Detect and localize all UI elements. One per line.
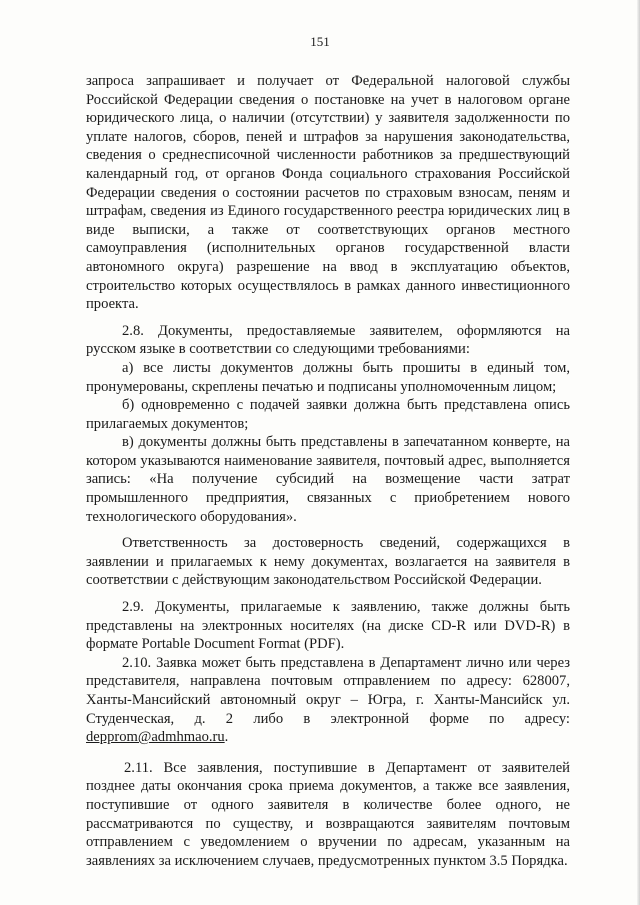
paragraph-2-10-text: 2.10. Заявка может быть представлена в Департамент лично или через представителя, направлена почтовым отправлением по адресу: 628007, Ханты-Мансийский автономный округ – Югра, г. Ханты-Мансийск ул. Студенческая, д. 2 либо в электронной форме по адресу: <box>86 654 570 727</box>
paragraph-2-11: 2.11. Все заявления, поступившие в Департамент от заявителей позднее даты окончания срока приема документов, а также все заявления, поступившие от одного заявителя в количестве более одного, не рассматриваются по существу, и возвращаются заявителям почтовым отправлением с уведомлением о вручении по адресам, указанным на заявлениях за исключением случаев, предусмотренных пунктом 3.5 Порядка. <box>86 759 570 869</box>
paragraph-2-10 <box>86 654 570 747</box>
paragraph-2-8: 2.8. Документы, предоставляемые заявителем, оформляются на русском языке в соответствии со следующими требованиями: <box>86 322 570 358</box>
paragraph-2-9: 2.9. Документы, прилагаемые к заявлению, также должны быть представлены на электронных носителях (на диске CD-R или DVD-R) в формате Portable Document Format (PDF). <box>86 599 570 653</box>
paragraph-responsibility: Ответственность за достоверность сведений, содержащихся в заявлении и прилагаемых к нему документах, возлагается на заявителя в соответствии с действующим законодательством Российской Федерации. <box>86 535 570 589</box>
paragraph-2-8-a: а) все листы документов должны быть прошиты в единый том, пронумерованы, скреплены печатью и подписаны уполномоченным лицом; <box>86 359 570 395</box>
paragraph-continuation: запроса запрашивает и получает от Федеральной налоговой службы Российской Федерации сведения о постановке на учет в налоговом органе юридического лица, о наличии (отсутствии) у заявителя задолженности по уплате налогов, сборов, пеней и штрафов за нарушения законодательства, сведения о среднесписочной численности работников за предшествующий календарный год, от органов Фонда социального страхования Российской Федерации сведения о состоянии расчетов по страховым взносам, пеням и штрафам, сведения из Единого государственного реестра юридических лиц в виде выписки, а также от соответствующих органов местного самоуправления (исполнительных органов государственной власти автономного округа) разрешение на ввод в эксплуатацию объектов, строительство которых осуществлялось в рамках данного инвестиционного проекта. <box>86 73 570 313</box>
paragraph-2-10-end: . <box>224 729 229 746</box>
paragraph-2-8-v: в) документы должны быть представлены в запечатанном конверте, на котором указываются наименование заявителя, почтовый адрес, выполняется запись: «На получение субсидий на возмещение части затрат промышленного предприятия, связанных с приобретением нового технологического оборудования». <box>86 434 570 525</box>
email-link[interactable]: depprom@admhmao.ru <box>86 729 225 746</box>
page-number: 151 <box>310 34 330 49</box>
document-body <box>86 72 570 870</box>
paragraph-2-8-b: б) одновременно с подачей заявки должна быть представлена опись прилагаемых документов; <box>86 397 570 432</box>
